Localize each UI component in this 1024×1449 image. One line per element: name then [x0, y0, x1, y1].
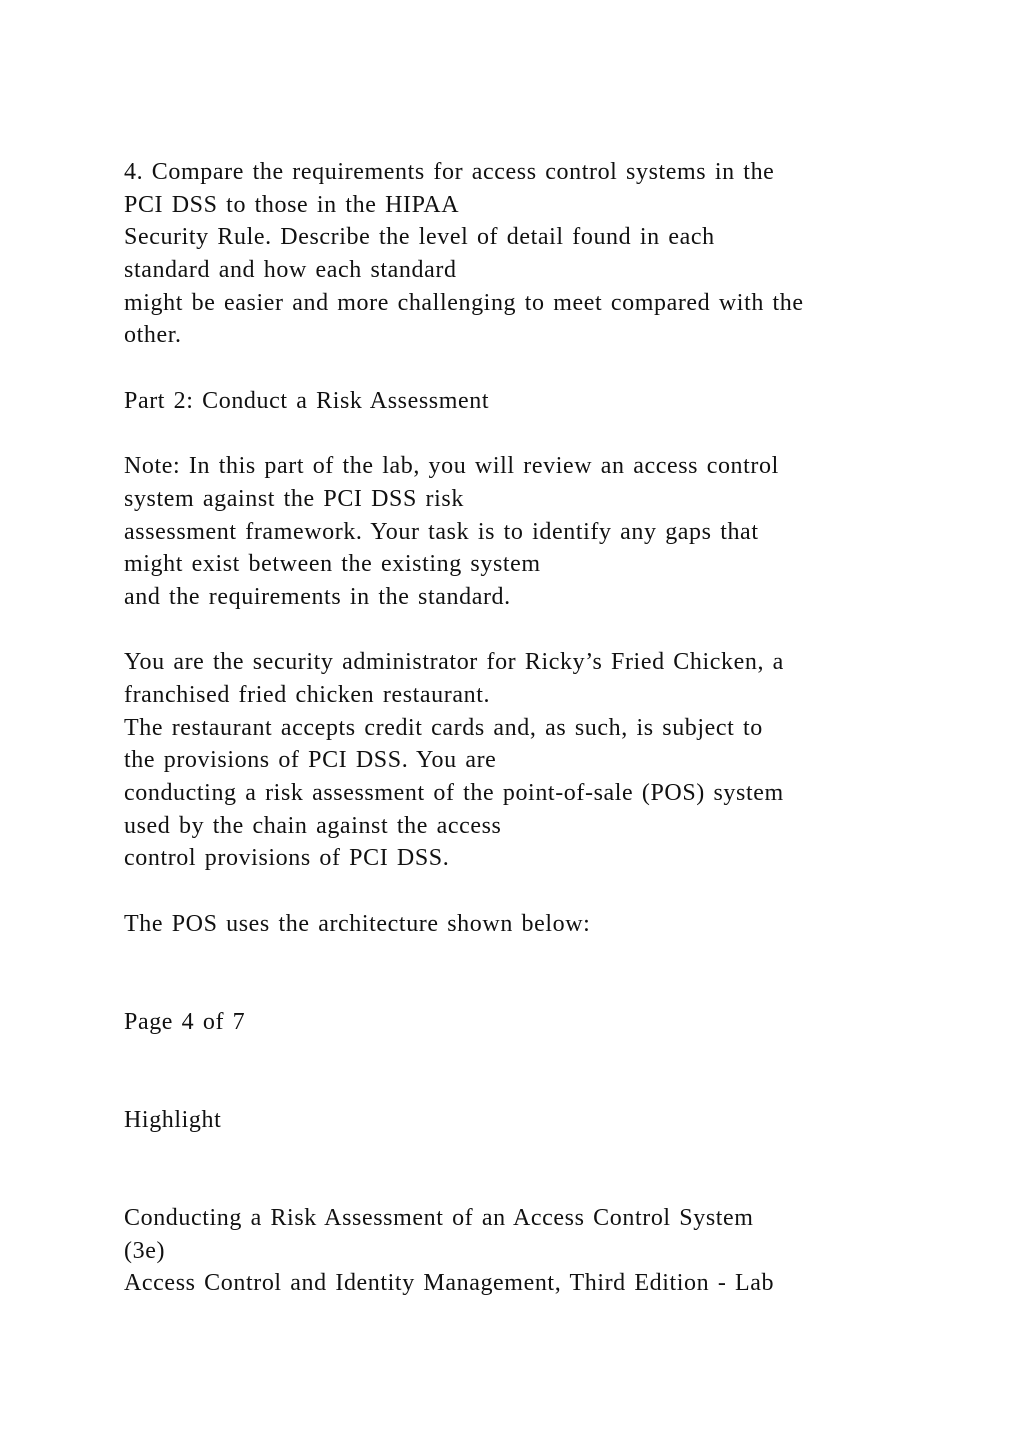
footer-line: Access Control and Identity Management, Third Edition - Lab	[124, 1270, 775, 1297]
paragraph-gap	[124, 614, 914, 647]
text-line: might be easier and more challenging to meet compared with the	[124, 289, 804, 316]
paragraph-gap	[124, 352, 914, 385]
text-line: might exist between the existing system	[124, 551, 541, 578]
text-line: franchised fried chicken restaurant.	[124, 682, 491, 708]
scenario-paragraph	[124, 646, 914, 875]
note-paragraph	[124, 450, 914, 613]
text-line: PCI DSS to those in the HIPAA	[124, 191, 460, 218]
text-line: control provisions of PCI DSS.	[124, 845, 450, 872]
text-line: the provisions of PCI DSS. You are	[124, 747, 497, 774]
footer-line: (3e)	[124, 1237, 166, 1264]
paragraph-gap	[124, 1137, 914, 1202]
text-line: 4. Compare the requirements for access control systems in the	[124, 159, 775, 185]
text-line: The restaurant accepts credit cards and, as such, is subject to	[124, 714, 763, 741]
paragraph-gap	[124, 941, 914, 1006]
question-4-paragraph	[124, 156, 914, 352]
text-line: Security Rule. Describe the level of detail found in each	[124, 224, 715, 251]
paragraph-gap	[124, 875, 914, 908]
footer-line: Conducting a Risk Assessment of an Access Control System	[124, 1205, 754, 1232]
text-line: You are the security administrator for Ricky’s Fried Chicken, a	[124, 649, 784, 676]
text-line: other.	[124, 322, 182, 349]
footer-block	[124, 1202, 914, 1300]
text-line: used by the chain against the access	[124, 812, 502, 839]
text-line: standard and how each standard	[124, 257, 457, 284]
part-2-heading: Part 2: Conduct a Risk Assessment	[124, 387, 490, 414]
paragraph-gap	[124, 418, 914, 451]
paragraph-gap	[124, 1039, 914, 1104]
text-line: Note: In this part of the lab, you will review an access control	[124, 453, 779, 480]
text-line: system against the PCI DSS risk	[124, 485, 464, 512]
text-line: and the requirements in the standard.	[124, 583, 511, 610]
highlight-label: Highlight	[124, 1106, 222, 1133]
page-number: Page 4 of 7	[124, 1008, 246, 1035]
document-body	[124, 156, 914, 1300]
text-line: conducting a risk assessment of the point-of-sale (POS) system	[124, 780, 784, 807]
architecture-sentence: The POS uses the architecture shown below:	[124, 910, 591, 937]
text-line: assessment framework. Your task is to identify any gaps that	[124, 518, 759, 545]
